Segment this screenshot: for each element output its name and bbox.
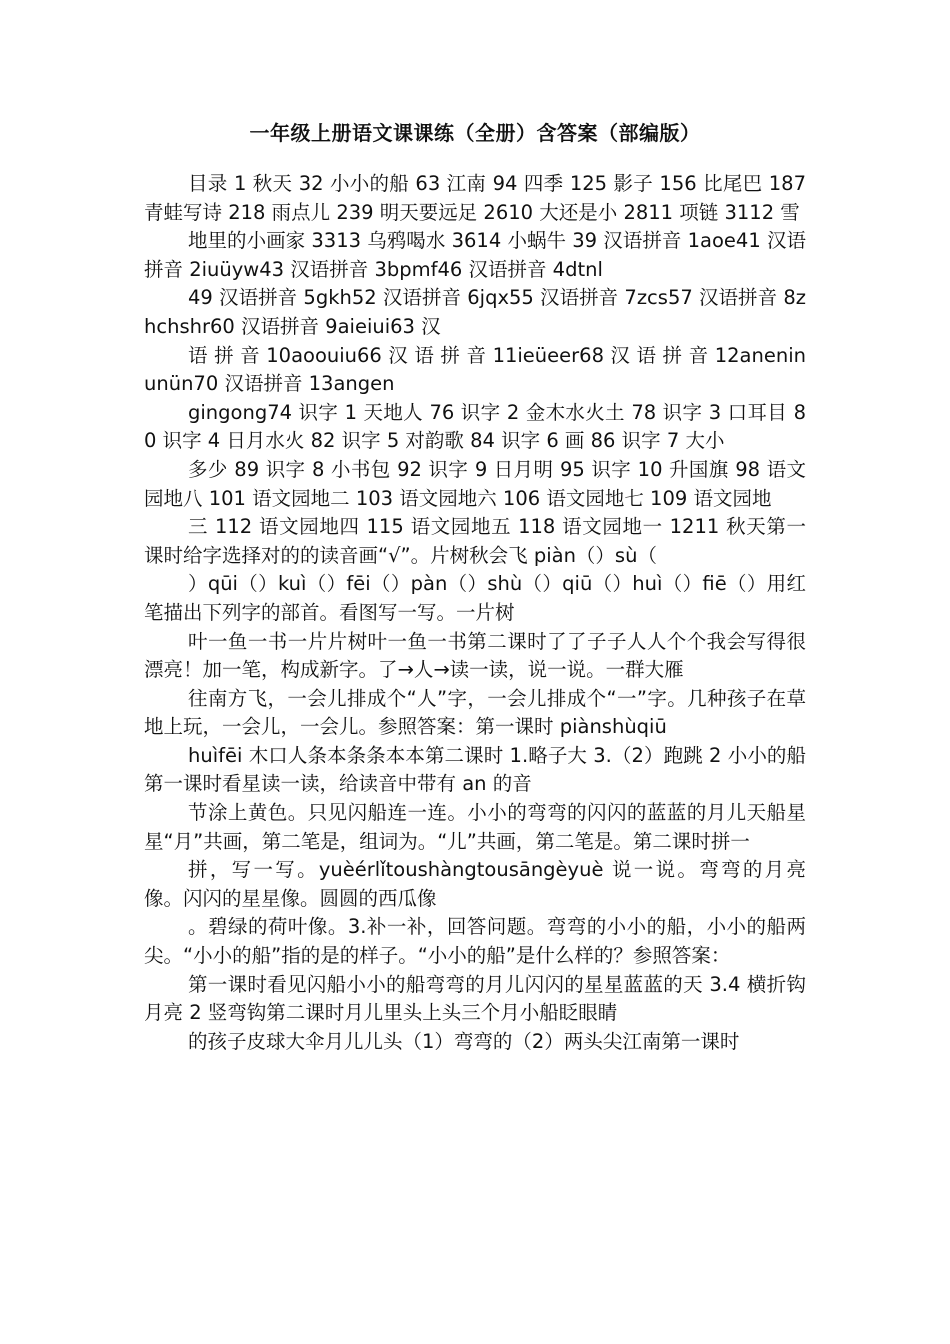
paragraph: 。碧绿的荷叶像。3.补一补，回答问题。弯弯的小小的船，小小的船两尖。“小小的船”指的是的样子。“小小的船”是什么样的？参照答案： [144,915,806,968]
paragraph: 第一课时看见闪船小小的船弯弯的月儿闪闪的星星蓝蓝的天 3.4 横折钩月亮 2 竖弯钩第二课时月儿里头上头三个月小船眨眼睛 [144,972,806,1025]
paragraph: 目录 1 秋天 32 小小的船 63 江南 94 四季 125 影子 156 比尾巴 187 青蛙写诗 218 雨点儿 239 明天要远足 2610 大还是小 2811 项链 3112 雪 [144,172,806,224]
paragraph: 语 拼 音 10aoouiu66 汉 语 拼 音 11ieüeer68 汉 语 拼 音 12aneninunün70 汉语拼音 13angen [144,343,806,396]
paragraph: 节涂上黄色。只见闪船连一连。小小的弯弯的闪闪的蓝蓝的月儿天船星星“月”共画，第二笔是，组词为。“儿”共画，第二笔是。第二课时拼一 [144,801,806,853]
paragraph: 三 112 语文园地四 115 语文园地五 118 语文园地一 1211 秋天第一课时给字选择对的的读音画“√”。片树秋会飞 piàn（）sù（ [144,515,806,567]
paragraph: 地里的小画家 3313 乌鸦喝水 3614 小蜗牛 39 汉语拼音 1aoe41 汉语拼音 2iuüyw43 汉语拼音 3bpmf46 汉语拼音 4dtnl [144,229,806,281]
paragraph: huìfēi 木口人条本条条本本第二课时 1.略子大 3.（2）跑跳 2 小小的船第一课时看星读一读，给读音中带有 an 的音 [144,743,806,796]
document-title: 一年级上册语文课课练（全册）含答案（部编版） [249,121,701,145]
paragraph: 多少 89 识字 8 小书包 92 识字 9 日月明 95 识字 10 升国旗 98 语文园地八 101 语文园地二 103 语文园地六 106 语文园地七 109 语文园地 [144,457,806,510]
document-body [144,170,806,1056]
paragraph: 叶一鱼一书一片片树叶一鱼一书第二课时了了子子人人个个我会写得很漂亮！加一笔，构成新字。了→人→读一读，说一说。一群大雁 [144,629,806,682]
paragraph: 49 汉语拼音 5gkh52 汉语拼音 6jqx55 汉语拼音 7zcs57 汉语拼音 8zhchshr60 汉语拼音 9aieiui63 汉 [144,286,806,338]
paragraph: gingong74 识字 1 天地人 76 识字 2 金木水火土 78 识字 3 口耳目 80 识字 4 日月水火 82 识字 5 对韵歌 84 识字 6 画 86 识字 7 大小 [144,400,806,453]
paragraph: 往南方飞，一会儿排成个“人”字，一会儿排成个“一”字。几种孩子在草地上玩，一会儿，一会儿。参照答案：第一课时 piànshùqiū [144,686,806,739]
paragraph: ）qūi（）kuì（）fēi（）pàn（）shù（）qiū（）huì（）fiē（）用红笔描出下列字的部首。看图写一写。一片树 [144,572,806,624]
paragraph: 的孩子皮球大伞月儿儿头（1）弯弯的（2）两头尖江南第一课时 [188,1029,740,1053]
paragraph: 拼，写一写。yuèérlǐtoushàngtousāngèyuè 说一说。弯弯的月亮像。闪闪的星星像。圆圆的西瓜像 [144,858,806,910]
